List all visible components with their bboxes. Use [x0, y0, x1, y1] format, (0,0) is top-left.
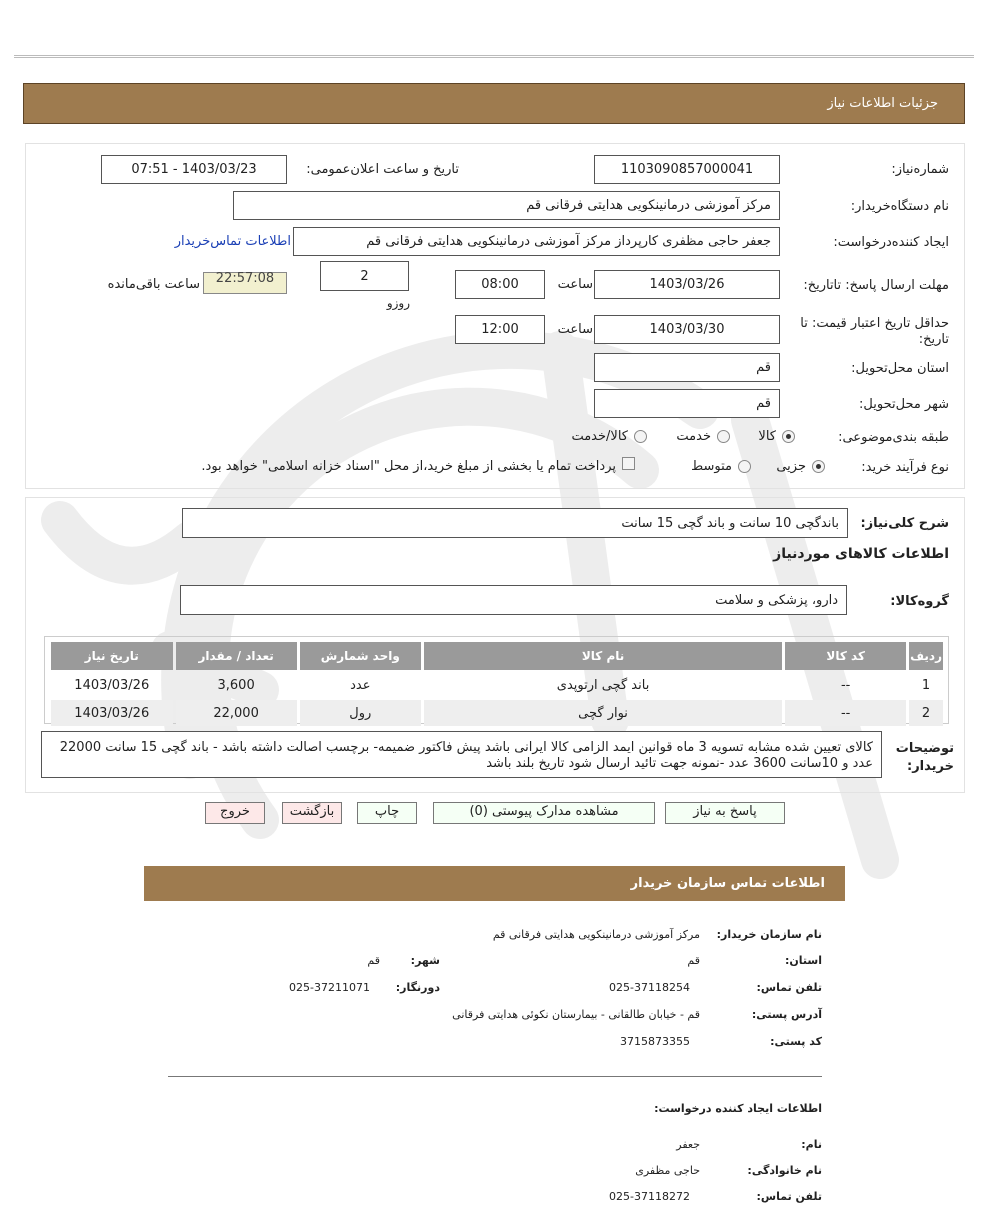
back-button[interactable]: بازگشت [282, 802, 342, 824]
category-option-service: خدمت [676, 429, 711, 444]
buyer-org-field: مرکز آموزشی درمانینکویی هدایتی فرقانی قم [233, 191, 780, 220]
announce-label: تاریخ و ساعت اعلان‌عمومی: [306, 162, 459, 177]
col-code-header: کد کالا [785, 642, 906, 670]
cell-qty: 3,600 [217, 677, 255, 693]
days-label: روزو [386, 296, 410, 310]
deadline-time-field: 08:00 [455, 270, 545, 299]
creator-section-title: اطلاعات ایجاد کننده درخواست: [654, 1102, 822, 1115]
contact-province-value: قم [687, 954, 700, 967]
creator-family-value: حاجی مظفری [635, 1164, 700, 1177]
cell-unit: رول [300, 700, 421, 726]
validity-label: حداقل تاریخ اعتبار قیمت: تا تاریخ: [800, 316, 949, 347]
description-label: شرح کلی‌نیاز: [860, 516, 949, 531]
contact-fax-label: دورنگار: [395, 981, 440, 994]
category-option-goods: کالا [758, 429, 776, 444]
goods-info-title: اطلاعات کالاهای مورد‌نیاز [773, 546, 949, 562]
process-label: نوع فرآیند خرید: [861, 460, 949, 475]
announce-field: 1403/03/23 - 07:51 [101, 155, 287, 184]
cell-row: 2 [909, 700, 943, 726]
province-field: قم [594, 353, 780, 382]
creator-family-label: نام خانوادگی: [747, 1164, 822, 1177]
contact-section-header [144, 866, 845, 901]
goods-group-label: گروه‌کالا: [890, 594, 949, 609]
col-qty-header: تعداد / مقدار [176, 642, 297, 670]
validity-time-label: ساعت [557, 322, 593, 337]
city-field: قم [594, 389, 780, 418]
contact-city-label: شهر: [410, 954, 440, 967]
category-radio-both[interactable] [634, 430, 647, 443]
process-option-minor: جزیی [776, 459, 806, 474]
creator-phone-label: تلفن تماس: [756, 1190, 822, 1203]
col-date-header: تاریخ نیاز [51, 642, 173, 670]
cell-row: 1 [921, 677, 931, 693]
contact-section-title: اطلاعات تماس سازمان خریدار [630, 876, 825, 891]
treasury-payment-checkbox[interactable] [622, 457, 635, 470]
contact-province-label: استان: [785, 954, 822, 967]
contact-org-value: مرکز آموزشی درمانینکویی هدایتی فرقانی قم [492, 928, 700, 941]
process-radio-minor[interactable] [812, 460, 825, 473]
cell-name: باند گچی ارتوپدی [556, 677, 650, 693]
deadline-label: مهلت ارسال پاسخ: تاتاریخ: [803, 278, 949, 293]
cell-unit: عدد [350, 677, 371, 693]
col-name-header: نام کالا [424, 642, 782, 670]
contact-city-value: قم [367, 954, 380, 967]
remaining-label: ساعت باقی‌مانده [107, 277, 200, 292]
contact-address-value: قم - خیابان طالقانی - بیمارستان نکوئی هدایتی فرقانی [452, 1008, 700, 1021]
requester-label: ایجاد کننده‌درخواست: [833, 235, 949, 250]
description-field: باندگچی 10 سانت و باند گچی 15 سانت [182, 508, 848, 538]
need-number-label: شماره‌نیاز: [891, 162, 949, 177]
cell-date: 1403/03/26 [74, 677, 150, 693]
contact-phone-value: 025-37118254 [609, 981, 690, 994]
table-row [51, 672, 943, 698]
cell-date: 1403/03/26 [51, 700, 173, 726]
contact-postal-label: کد پستی: [770, 1035, 822, 1048]
contact-address-label: آدرس پستی: [751, 1008, 822, 1021]
cell-code: -- [840, 677, 851, 693]
process-radio-medium[interactable] [738, 460, 751, 473]
province-label: استان محل‌تحویل: [851, 361, 949, 376]
category-label: طبقه بندی‌موضوعی: [838, 430, 949, 445]
cell-name: نوار گچی [424, 700, 782, 726]
buyer-org-label: نام دستگاه‌خریدار: [850, 199, 949, 214]
exit-button[interactable]: خروج [205, 802, 265, 824]
category-radio-service[interactable] [717, 430, 730, 443]
contact-phone-label: تلفن تماس: [756, 981, 822, 994]
print-button[interactable]: چاپ [357, 802, 417, 824]
deadline-time-label: ساعت [557, 277, 593, 292]
category-radio-goods[interactable] [782, 430, 795, 443]
buyer-notes-field: کالای تعیین شده مشابه تسویه 3 ماه قوانین ایمد الزامی کالا ایرانی باشد پیش فاکتور ضمیمه- برچسب اصالت داشته باشد - باند گچی 15 سانت 22000 عدد و 10سانت 3600 عدد -نمونه جهت تائید ارسال شود تاریخ بلند باشد [41, 731, 882, 778]
page-header [23, 83, 965, 124]
validity-date-field: 1403/03/30 [594, 315, 780, 344]
contact-org-label: نام سازمان خریدار: [716, 928, 822, 941]
remaining-timer: 22:57:08 [203, 272, 287, 294]
contact-buyer-link[interactable]: اطلاعات تماس‌خریدار [174, 234, 291, 249]
items-table [48, 640, 946, 728]
process-option-medium: متوسط [691, 459, 732, 474]
deadline-date-field: 1403/03/26 [594, 270, 780, 299]
contact-postal-value: 3715873355 [620, 1035, 690, 1048]
creator-name-label: نام: [801, 1138, 822, 1151]
days-field: 2 [320, 261, 409, 291]
col-unit-header: واحد شمارش [300, 642, 421, 670]
cell-code: -- [785, 700, 906, 726]
need-number-field: 1103090857000041 [594, 155, 780, 184]
reply-button[interactable]: پاسخ به نیاز [665, 802, 785, 824]
buyer-notes-label: توضیحات خریدار: [895, 741, 954, 774]
creator-phone-value: 025-37118272 [609, 1190, 690, 1203]
goods-group-field: دارو، پزشکی و سلامت [180, 585, 847, 615]
contact-divider [168, 1076, 822, 1077]
attachments-button[interactable]: مشاهده مدارک پیوستی (0) [433, 802, 655, 824]
category-option-both: کالا/خدمت [571, 429, 628, 444]
city-label: شهر محل‌تحویل: [859, 397, 949, 412]
requester-field: جعفر حاجی مظفری کارپرداز مرکز آموزشی درمانینکویی هدایتی فرقانی قم [293, 227, 780, 256]
top-divider [14, 55, 974, 58]
col-row-header: ردیف [909, 642, 943, 670]
contact-fax-value: 025-37211071 [289, 981, 370, 994]
table-row [51, 700, 943, 726]
cell-qty: 22,000 [176, 700, 297, 726]
treasury-payment-note: پرداخت تمام یا بخشی از مبلغ خرید،از محل "اسناد خزانه اسلامی" خواهد بود. [201, 459, 616, 474]
creator-name-value: جعفر [676, 1138, 700, 1151]
validity-time-field: 12:00 [455, 315, 545, 344]
page-title: جزئیات اطلاعات نیاز [827, 96, 938, 111]
